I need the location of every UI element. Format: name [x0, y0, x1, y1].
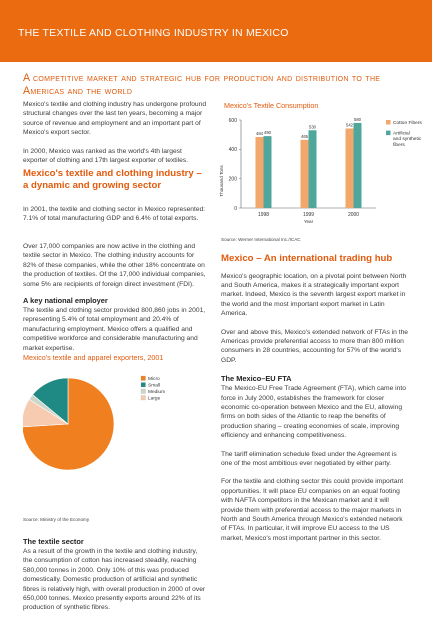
- pie-legend-label: Medium: [148, 390, 166, 395]
- bar-data-label: 580: [354, 116, 361, 122]
- bar-legend-swatch: [386, 131, 391, 136]
- bar: [309, 130, 317, 208]
- header-band: [0, 0, 432, 62]
- left-dynamic-body: [23, 205, 208, 233]
- trading-hub-paragraph-1: Mexico's geographic location, on a pivotal point between North and South America, makes it a strategically important export market. Indeed, Mexico is the seventh largest export market in the world and the most important export market in Latin America.: [221, 272, 407, 318]
- textile-sector-paragraph: As a result of the growth in the textile and clothing industry, the consumption of cotton has increased steadily, reaching 580,000 tonnes in 2000. Only 10% of this was produced domestically. Domestic production of artificial and synthetic fibres is relatively high, with overall production in 2000 of over 650,000 tonnes. Mexico presently exports around 22% of its production of synthetic fibres.: [23, 548, 206, 612]
- bar-data-label: 484: [256, 131, 263, 137]
- bar-x-tick-label: 1998: [257, 212, 270, 218]
- bar: [346, 129, 354, 208]
- fta-paragraph-1: The Mexico-EU Free Trade Agreement (FTA), which came into force in July 2000, establishes the framework for closer economic co-operation between Mexico and the EU, allowing firms on both sides of the Atlantic to reap the benefits of production sharing – creating economies of scale, improving efficiency and enhancing competitiveness.: [221, 385, 406, 440]
- fta-paragraph-2: The tariff elimination schedule fixed under the Agreement is one of the most ambitious ever negotiated by either party.: [221, 450, 397, 467]
- trading-hub-heading: Mexico – An international trading hub: [221, 253, 393, 264]
- bar-chart-title: Mexico's Textile Consumption: [224, 101, 319, 110]
- bar-data-label: 542: [346, 122, 353, 128]
- pie-chart-source: Source: Ministry of the Economy: [23, 517, 90, 522]
- bar: [256, 137, 264, 208]
- textile-sector-heading: The textile sector: [23, 537, 84, 546]
- bar-chart-ylabel: Thousand Tons: [219, 165, 224, 197]
- bar-data-label: 530: [309, 124, 316, 130]
- bar-x-axis-label: Year: [303, 219, 314, 224]
- trading-hub-paragraph-2: Over and above this, Mexico's extended network of FTAs in the Americas provide preferential access to more than 800 million consumers in 28 countries, accounting for 57% of the world's GDP.: [221, 328, 409, 364]
- bar-data-label: 490: [264, 130, 271, 136]
- left-textile-sector: [23, 537, 208, 622]
- left-column-top: [23, 100, 208, 174]
- bar-legend-label: fibers: [393, 142, 405, 148]
- bar-legend-label: Cotton Fibers: [393, 121, 422, 126]
- main-heading: A competitive market and strategic hub for production and distribution to the Americas and the world: [23, 72, 381, 97]
- left-companies-body: [23, 242, 208, 362]
- pie-chart-title: Mexico's textile and apparel exporters, 2001: [23, 353, 164, 362]
- bar-chart: [216, 108, 426, 233]
- bar-y-tick-label: 200: [228, 176, 237, 183]
- dynamic-sector-heading: Mexico's textile and clothing industry – a dynamic and growing sector: [23, 168, 202, 191]
- bar: [301, 140, 309, 208]
- bar-y-tick-label: 0: [234, 205, 237, 212]
- employer-heading: A key national employer: [23, 296, 108, 306]
- left-dynamic-section: [23, 168, 208, 191]
- bar-x-tick-label: 1999: [302, 212, 315, 218]
- bar: [264, 136, 272, 208]
- pie-legend-swatch: [141, 396, 146, 401]
- bar-y-tick-label: 600: [228, 117, 237, 124]
- bar-x-tick-label: 2000: [347, 212, 360, 218]
- page-header-title: THE TEXTILE AND CLOTHING INDUSTRY IN MEXICO: [18, 27, 289, 39]
- bar-chart-source: Source: Werner International Inc./ICAC: [221, 237, 301, 242]
- dynamic-paragraph-1: In 2001, the textile and clothing sector in Mexico represented: 7.1% of total manufacturing GDP and 6.4% of total exports.: [23, 206, 206, 223]
- intro-paragraph-1: Mexico's textile and clothing industry has undergone profound structural changes over the last ten years, becoming a major source of revenue and employment and an important part of Mexico's export sector.: [23, 101, 207, 137]
- pie-legend-label: Small: [148, 383, 160, 389]
- pie-legend-label: Large: [148, 396, 161, 402]
- bar-legend-swatch: [386, 120, 391, 125]
- fta-paragraph-3: For the textile and clothing sector this could provide important opportunities. It will place EU companies on an equal footing with NAFTA competitors in the Mexican market and it will provide them with preferential access to the major markets in North and South America through Mexico's extended network of FTAs. In particular, it will improve EU access to the US market, Mexico's most important partner in this sector.: [221, 478, 404, 542]
- employer-paragraph: The textile and clothing sector provided 800,860 jobs in 2001, representing 5.4% of total employment and 20.4% of manufacturing employment. Mexico offers a qualified and competitive workforce and considerable manufacturing and market expertise.: [23, 307, 206, 352]
- mexico-eu-fta-heading: The Mexico–EU FTA: [221, 374, 292, 384]
- pie-legend-label: Micro: [148, 377, 160, 382]
- bar-data-label: 465: [301, 133, 308, 139]
- intro-paragraph-2: In 2000, Mexico was ranked as the world's 4th largest exporter of clothing and 17th largest exporter of textiles.: [23, 147, 189, 165]
- bar-legend-label: Artificial: [393, 131, 410, 137]
- dynamic-paragraph-2: Over 17,000 companies are now active in the clothing and textile sector in Mexico. The clothing industry accounts for 82% of these companies, while the other 18% concentrate on the production of textiles. Of the 17,000 individual companies, some 5% are recipients of foreign direct investment (FDI).: [23, 243, 206, 288]
- pie-legend-swatch: [141, 383, 146, 388]
- bar-legend-label: and synthetic: [393, 137, 422, 143]
- pie-legend-swatch: [141, 376, 146, 381]
- bar-y-tick-label: 400: [228, 147, 237, 154]
- right-column: [221, 253, 409, 552]
- pie-legend-swatch: [141, 389, 146, 394]
- bar: [354, 123, 362, 208]
- pie-chart: [23, 364, 213, 514]
